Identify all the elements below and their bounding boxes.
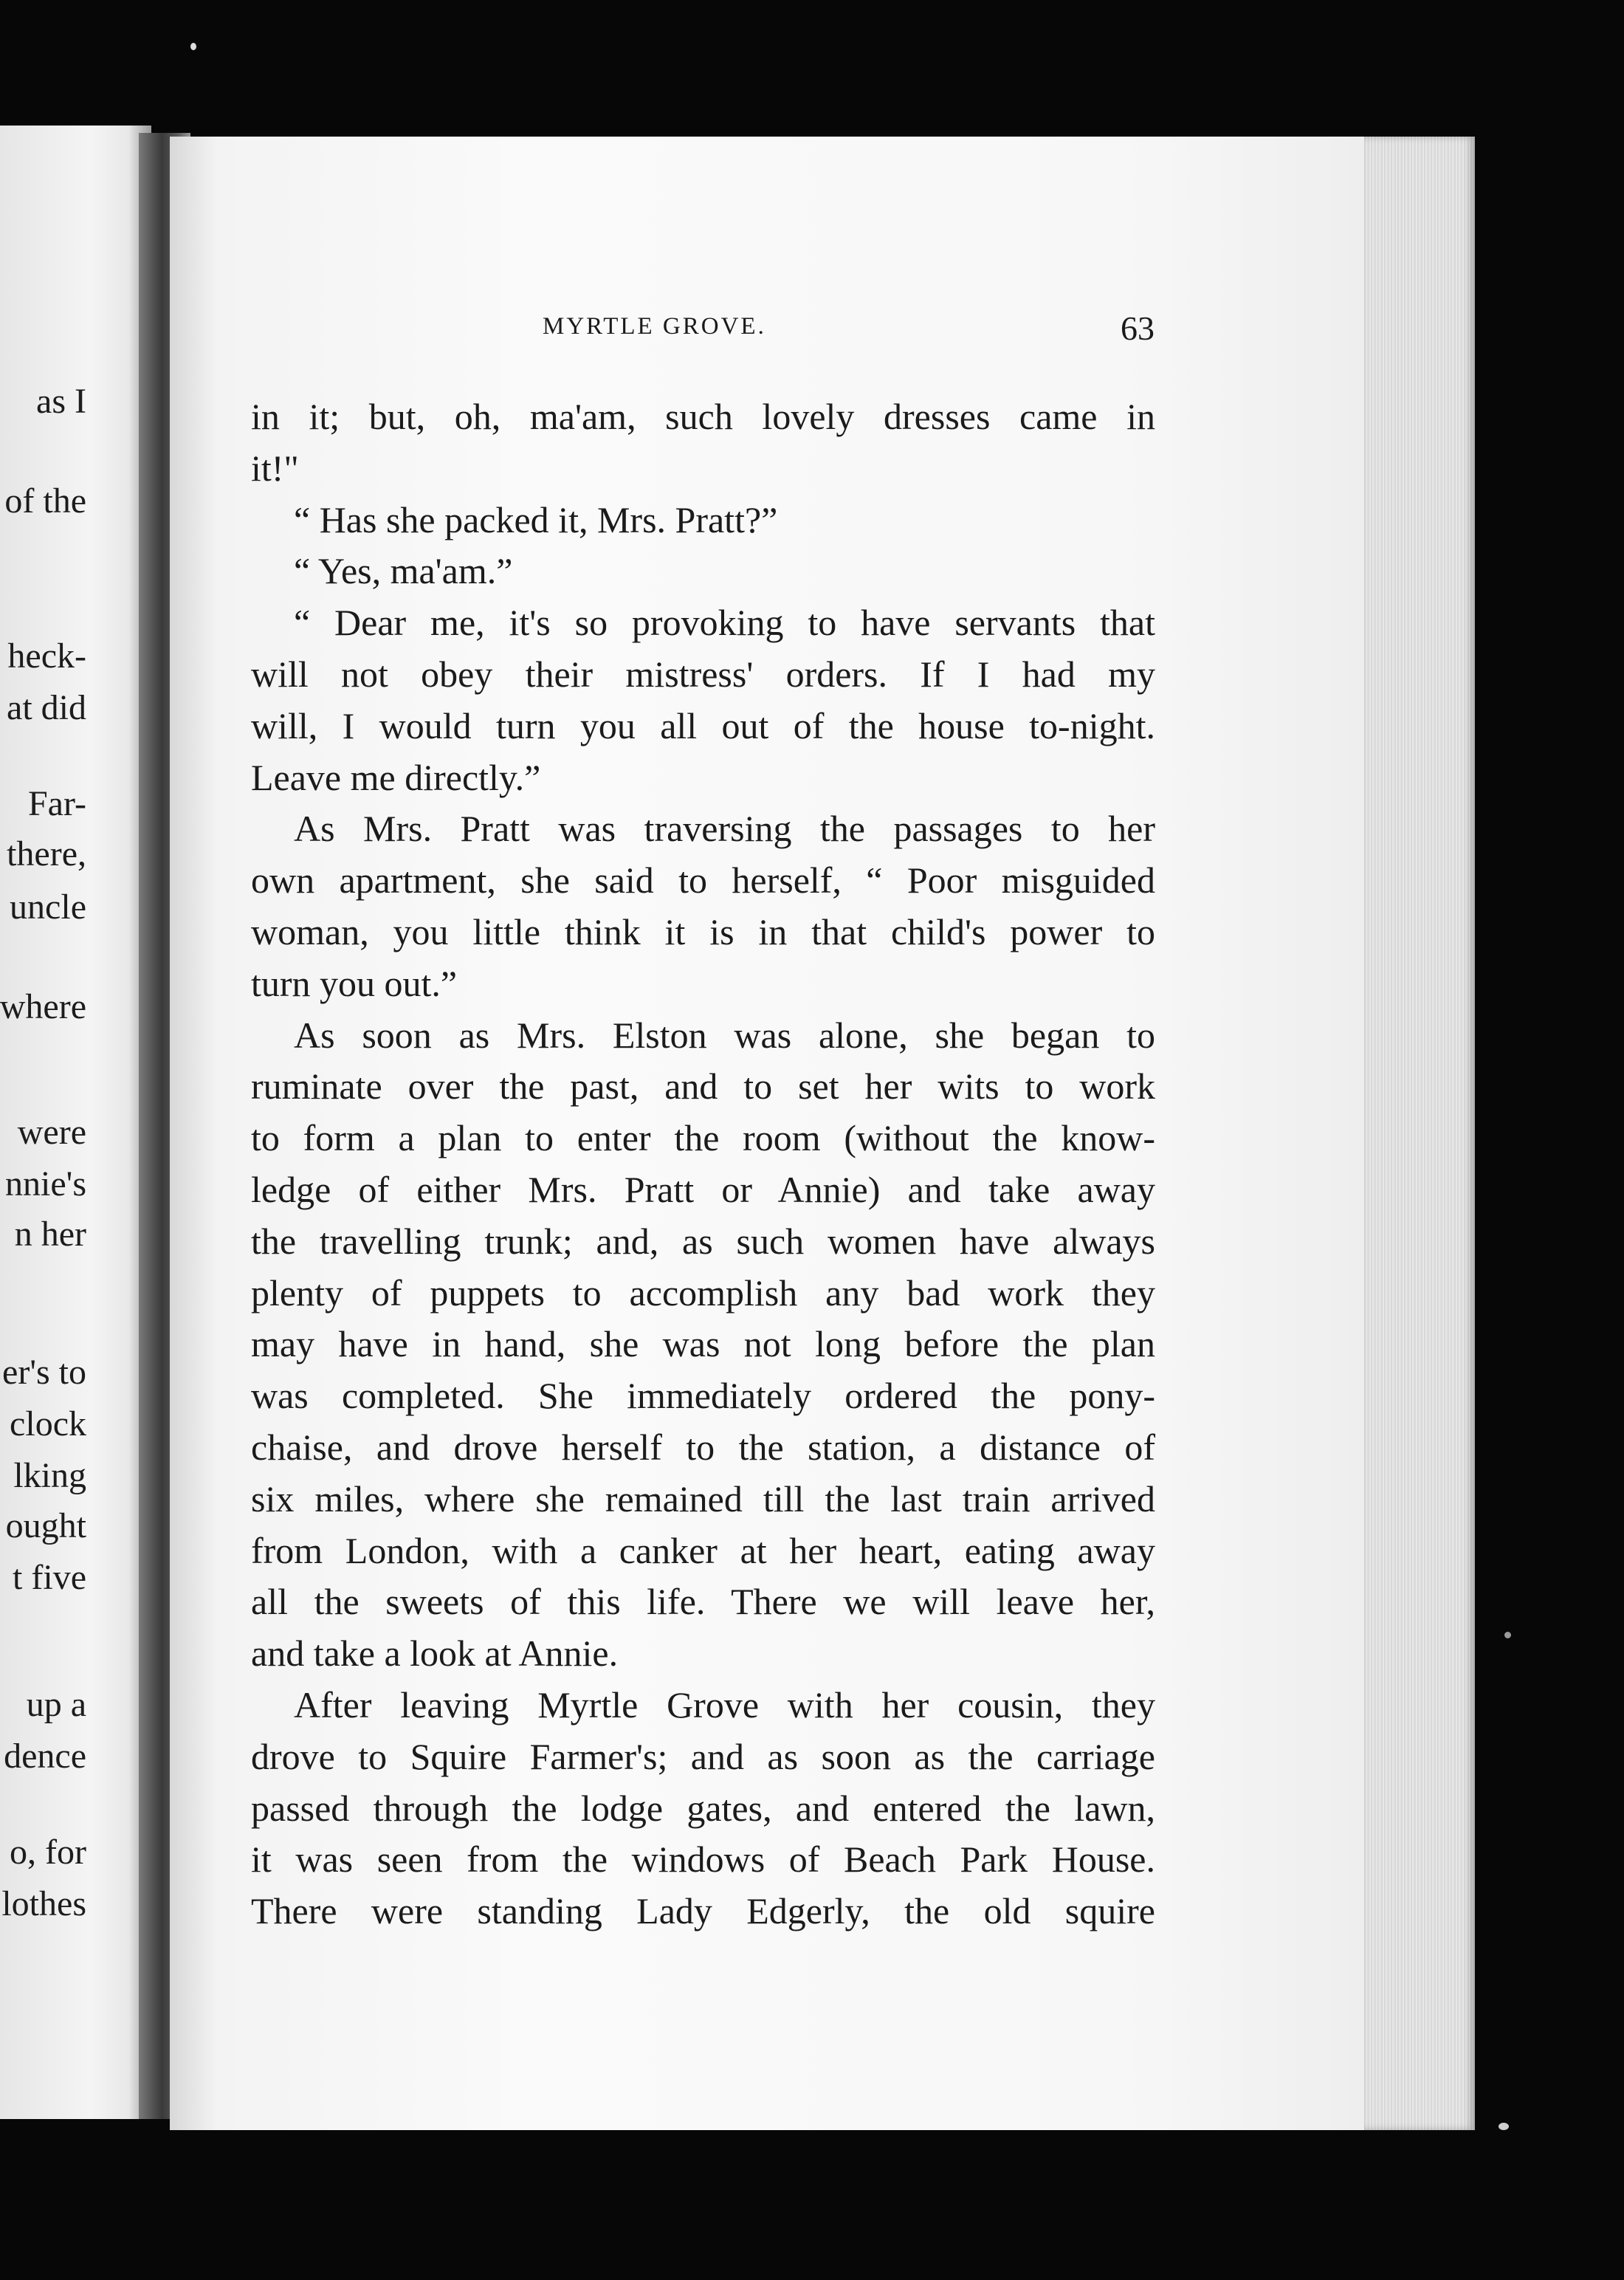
text-line: was completed. She immediately ordered the pony- bbox=[251, 1375, 1155, 1417]
previous-page-edge bbox=[0, 126, 151, 2119]
text-line: from London, with a canker at her heart, eating away bbox=[251, 1529, 1155, 1571]
left-page-line: up a bbox=[26, 1685, 86, 1724]
page-number: 63 bbox=[1121, 309, 1155, 347]
left-page-line: er's to bbox=[2, 1353, 86, 1392]
left-page-line: lothes bbox=[1, 1884, 86, 1923]
text-line: “ Has she packed it, Mrs. Pratt?” bbox=[294, 498, 778, 540]
left-page-line: ought bbox=[5, 1506, 86, 1545]
left-page-line: uncle bbox=[10, 887, 86, 927]
left-page-line: t five bbox=[13, 1558, 86, 1597]
left-page-line: of the bbox=[4, 481, 86, 521]
text-line: drove to Squire Farmer's; and as soon as the carriage bbox=[251, 1735, 1155, 1777]
text-line: to form a plan to enter the room (without the know- bbox=[251, 1117, 1155, 1159]
text-line: in it; but, oh, ma'am, such lovely dresses came in bbox=[251, 396, 1155, 437]
text-line: passed through the lodge gates, and entered the lawn, bbox=[251, 1787, 1155, 1829]
left-page-line: heck- bbox=[7, 636, 86, 676]
running-head: MYRTLE GROVE. bbox=[543, 313, 766, 340]
text-line: the travelling trunk; and, as such women have always bbox=[251, 1220, 1155, 1262]
text-line: plenty of puppets to accomplish any bad work they bbox=[251, 1271, 1155, 1314]
left-page-line: n her bbox=[14, 1215, 86, 1254]
text-line: all the sweets of this life. There we will leave her, bbox=[251, 1581, 1155, 1623]
left-page-line: Far- bbox=[27, 784, 86, 823]
text-line: As Mrs. Pratt was traversing the passages to her bbox=[294, 808, 1155, 850]
scan-dust-speck bbox=[1504, 1632, 1511, 1638]
left-page-line: where bbox=[0, 987, 86, 1026]
text-line: There were standing Lady Edgerly, the old squire bbox=[251, 1890, 1155, 1932]
scan-dust-speck bbox=[1499, 2123, 1509, 2130]
text-line: “ Yes, ma'am.” bbox=[294, 550, 513, 592]
left-page-line: clock bbox=[10, 1404, 86, 1443]
text-line: it was seen from the windows of Beach Park House. bbox=[251, 1838, 1155, 1881]
text-line: own apartment, she said to herself, “ Poor misguided bbox=[251, 859, 1155, 902]
scan-dust-speck bbox=[190, 43, 196, 50]
text-line: may have in hand, she was not long before the plan bbox=[251, 1323, 1155, 1365]
text-line: turn you out.” bbox=[251, 962, 458, 1004]
left-page-line: lking bbox=[13, 1456, 86, 1495]
text-line: As soon as Mrs. Elston was alone, she began to bbox=[294, 1014, 1155, 1056]
left-page-line: as I bbox=[36, 382, 86, 421]
text-line: will not obey their mistress' orders. If I had my bbox=[251, 653, 1155, 695]
left-page-line: were bbox=[17, 1113, 86, 1152]
page-body-text bbox=[251, 391, 1155, 1937]
text-line: will, I would turn you all out of the house to-night. bbox=[251, 704, 1155, 746]
text-line: Leave me directly.” bbox=[251, 756, 541, 798]
left-page-line: nnie's bbox=[5, 1164, 86, 1203]
text-line: ledge of either Mrs. Pratt or Annie) and take away bbox=[251, 1168, 1155, 1210]
text-line: it!" bbox=[251, 447, 299, 489]
text-line: After leaving Myrtle Grove with her cousin, they bbox=[294, 1683, 1155, 1726]
left-page-line: there, bbox=[7, 834, 86, 873]
left-page-line: o, for bbox=[10, 1833, 86, 1872]
left-page-line: at did bbox=[7, 688, 86, 727]
text-line: and take a look at Annie. bbox=[251, 1632, 619, 1675]
text-line: “ Dear me, it's so provoking to have servants that bbox=[294, 602, 1155, 644]
text-line: chaise, and drove herself to the station, a distance of bbox=[251, 1426, 1155, 1468]
text-line: woman, you little think it is in that child's power to bbox=[251, 910, 1155, 952]
left-page-line: dence bbox=[4, 1737, 86, 1776]
text-line: six miles, where she remained till the last train arrived bbox=[251, 1477, 1155, 1520]
page-stack-edges bbox=[1364, 137, 1475, 2130]
text-line: ruminate over the past, and to set her wits to work bbox=[251, 1065, 1155, 1108]
